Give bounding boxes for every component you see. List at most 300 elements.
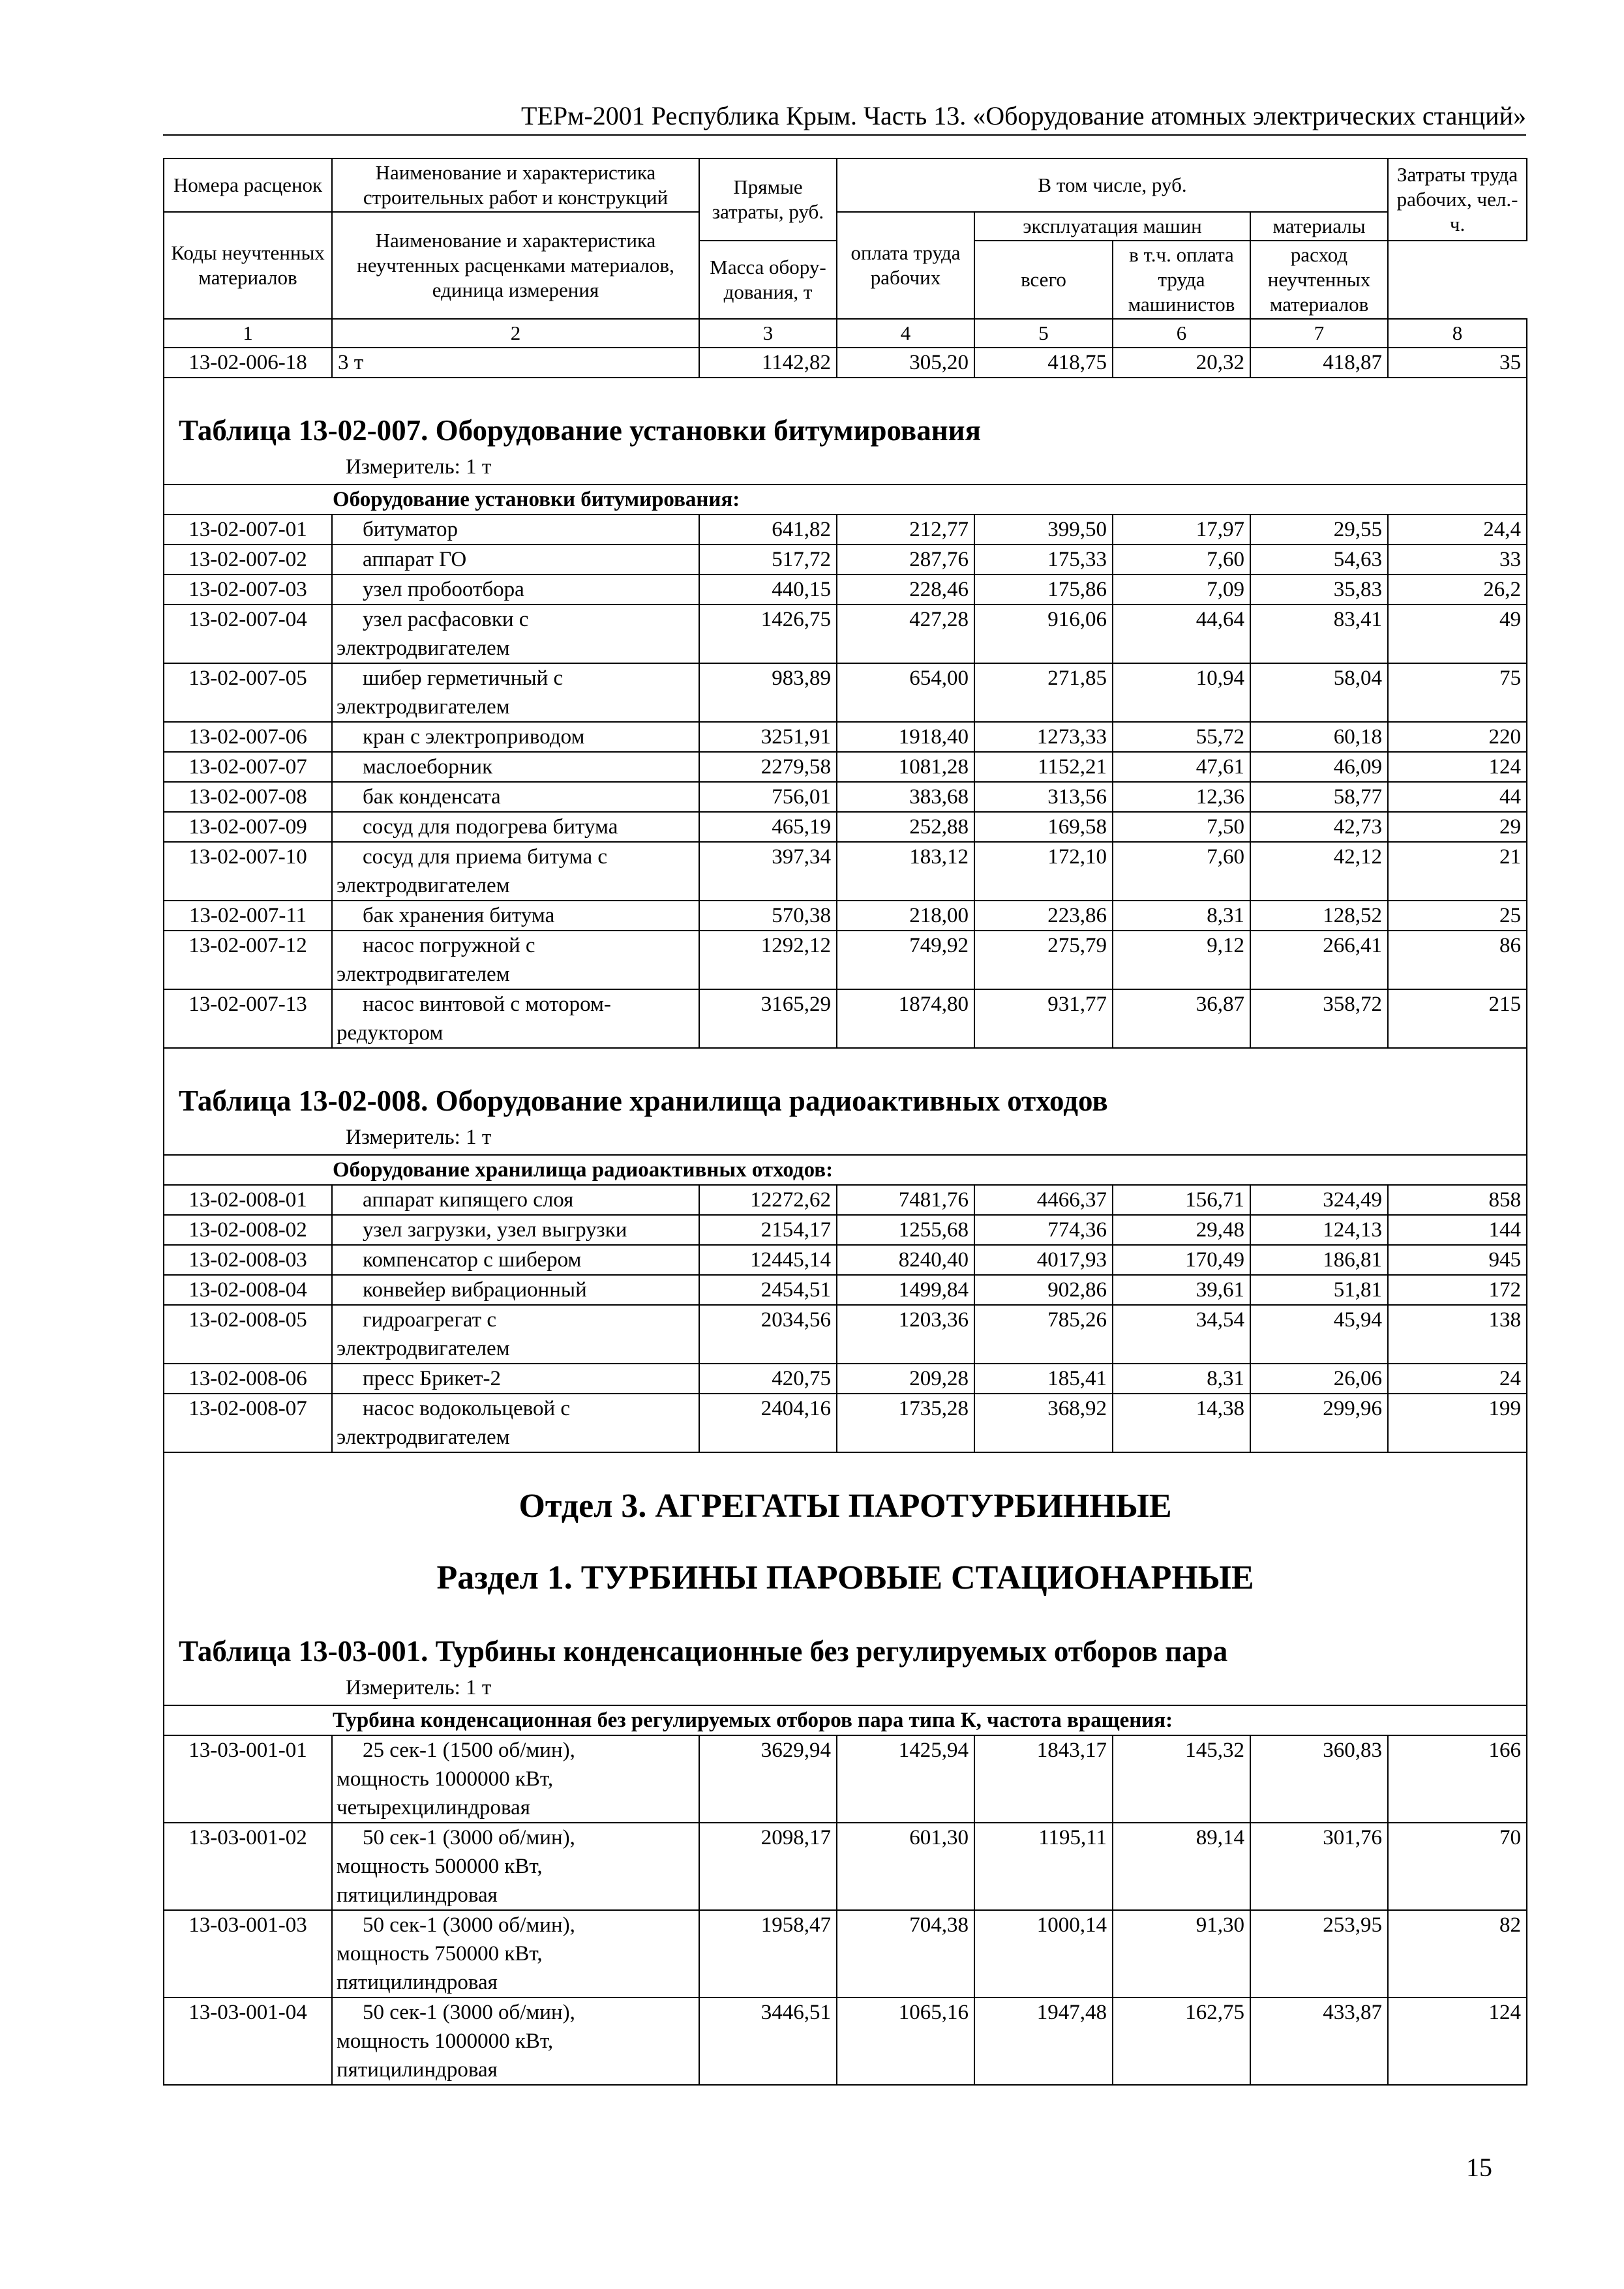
rate-name-line: электродвигателем bbox=[337, 1426, 510, 1449]
worker-pay: 1065,16 bbox=[837, 1997, 974, 2085]
measure-unit-cell bbox=[164, 1673, 1527, 1705]
header-work-name: Наименование и характеристика строительных работ и конструкций bbox=[332, 158, 699, 212]
measure-unit-cell bbox=[164, 1123, 1527, 1155]
rate-name bbox=[332, 1245, 699, 1275]
rate-name bbox=[332, 1275, 699, 1305]
rate-name bbox=[332, 1910, 699, 1997]
rate-code: 13-02-007-05 bbox=[164, 663, 332, 722]
table-row bbox=[164, 1997, 1527, 2085]
rate-name bbox=[332, 782, 699, 812]
worker-pay: 212,77 bbox=[837, 515, 974, 545]
machines-total: 1195,11 bbox=[974, 1823, 1113, 1910]
materials: 124,13 bbox=[1250, 1215, 1388, 1245]
rate-name bbox=[332, 575, 699, 605]
section-title-cell bbox=[164, 1527, 1527, 1599]
direct-costs: 517,72 bbox=[699, 545, 837, 575]
table-row bbox=[164, 842, 1527, 901]
labor-mass: 24 bbox=[1388, 1364, 1527, 1394]
rate-code: 13-02-006-18 bbox=[164, 348, 332, 378]
rate-name-line: мощность 1000000 кВт, bbox=[337, 2029, 554, 2053]
labor-mass: 24,4 bbox=[1388, 515, 1527, 545]
labor-mass: 44 bbox=[1388, 782, 1527, 812]
table-row bbox=[164, 515, 1527, 545]
machines-total: 1152,21 bbox=[974, 752, 1113, 782]
rate-name bbox=[332, 1215, 699, 1245]
rate-code: 13-03-001-04 bbox=[164, 1997, 332, 2085]
rate-name-line: пресс Брикет-2 bbox=[363, 1367, 502, 1390]
rate-name bbox=[332, 752, 699, 782]
labor-mass: 21 bbox=[1388, 842, 1527, 901]
table-row bbox=[164, 752, 1527, 782]
machines-total: 368,92 bbox=[974, 1394, 1113, 1452]
header-unaccounted-materials: расход неучтенных материалов bbox=[1250, 241, 1388, 319]
col-num-1: 1 bbox=[164, 319, 332, 348]
rate-name bbox=[332, 931, 699, 989]
rate-name-line: узел пробоотбора bbox=[363, 578, 524, 601]
materials: 128,52 bbox=[1250, 901, 1388, 931]
labor-mass: 33 bbox=[1388, 545, 1527, 575]
labor-mass: 172 bbox=[1388, 1275, 1527, 1305]
machines-total: 175,86 bbox=[974, 575, 1113, 605]
worker-pay: 228,46 bbox=[837, 575, 974, 605]
department-title: Отдел 3. АГРЕГАТЫ ПАРОТУРБИННЫЕ bbox=[519, 1488, 1172, 1525]
rate-name-line: 50 сек-1 (3000 об/мин), bbox=[363, 2001, 575, 2024]
materials: 54,63 bbox=[1250, 545, 1388, 575]
machines-total: 313,56 bbox=[974, 782, 1113, 812]
materials: 301,76 bbox=[1250, 1823, 1388, 1910]
rate-code: 13-02-007-06 bbox=[164, 722, 332, 752]
rate-code: 13-02-007-09 bbox=[164, 812, 332, 842]
direct-costs: 2098,17 bbox=[699, 1823, 837, 1910]
direct-costs: 1426,75 bbox=[699, 605, 837, 663]
col-num-4: 4 bbox=[837, 319, 974, 348]
rate-code: 13-02-007-04 bbox=[164, 605, 332, 663]
direct-costs: 983,89 bbox=[699, 663, 837, 722]
worker-pay: 287,76 bbox=[837, 545, 974, 575]
header-machines: эксплуатация машин bbox=[974, 212, 1250, 241]
rate-name-line: узел расфасовки с bbox=[363, 608, 529, 631]
operator-pay: 39,61 bbox=[1113, 1275, 1250, 1305]
operator-pay: 47,61 bbox=[1113, 752, 1250, 782]
header-direct-costs: Прямые затраты, руб. bbox=[699, 158, 837, 241]
table-row bbox=[164, 605, 1527, 663]
col-num-5: 5 bbox=[974, 319, 1113, 348]
rate-name-line: мощность 1000000 кВт, bbox=[337, 1767, 554, 1791]
labor-mass: 35 bbox=[1388, 348, 1527, 378]
materials: 35,83 bbox=[1250, 575, 1388, 605]
machines-total: 902,86 bbox=[974, 1275, 1113, 1305]
rate-name-line: насос водокольцевой с bbox=[363, 1397, 571, 1420]
direct-costs: 641,82 bbox=[699, 515, 837, 545]
labor-mass: 858 bbox=[1388, 1185, 1527, 1215]
rate-name bbox=[332, 1185, 699, 1215]
header-operator-pay: в т.ч. оплата труда машинистов bbox=[1113, 241, 1250, 319]
table-row bbox=[164, 1245, 1527, 1275]
direct-costs: 3165,29 bbox=[699, 989, 837, 1048]
rate-name-line: мощность 750000 кВт, bbox=[337, 1942, 543, 1966]
labor-mass: 49 bbox=[1388, 605, 1527, 663]
direct-costs: 2454,51 bbox=[699, 1275, 837, 1305]
worker-pay: 1255,68 bbox=[837, 1215, 974, 1245]
table-title-row bbox=[164, 378, 1527, 453]
rate-code: 13-02-007-10 bbox=[164, 842, 332, 901]
materials: 58,04 bbox=[1250, 663, 1388, 722]
materials: 418,87 bbox=[1250, 348, 1388, 378]
machines-total: 1273,33 bbox=[974, 722, 1113, 752]
operator-pay: 170,49 bbox=[1113, 1245, 1250, 1275]
worker-pay: 383,68 bbox=[837, 782, 974, 812]
worker-pay: 1203,36 bbox=[837, 1305, 974, 1364]
header-equipment-mass: Масса обору-дования, т bbox=[699, 241, 837, 319]
rate-code: 13-02-007-07 bbox=[164, 752, 332, 782]
rate-code: 13-02-007-12 bbox=[164, 931, 332, 989]
worker-pay: 209,28 bbox=[837, 1364, 974, 1394]
rate-name bbox=[332, 812, 699, 842]
machines-total: 931,77 bbox=[974, 989, 1113, 1048]
direct-costs: 2154,17 bbox=[699, 1215, 837, 1245]
materials: 358,72 bbox=[1250, 989, 1388, 1048]
rate-code: 13-02-008-07 bbox=[164, 1394, 332, 1452]
table-row bbox=[164, 901, 1527, 931]
materials: 299,96 bbox=[1250, 1394, 1388, 1452]
rate-name-line: 25 сек-1 (1500 об/мин), bbox=[363, 1739, 575, 1762]
rate-code: 13-02-007-08 bbox=[164, 782, 332, 812]
direct-costs: 1958,47 bbox=[699, 1910, 837, 1997]
worker-pay: 1735,28 bbox=[837, 1394, 974, 1452]
materials: 186,81 bbox=[1250, 1245, 1388, 1275]
worker-pay: 305,20 bbox=[837, 348, 974, 378]
rate-name-line: бак хранения битума bbox=[363, 904, 555, 927]
direct-costs: 570,38 bbox=[699, 901, 837, 931]
header-rate-numbers: Номера расценок bbox=[164, 158, 332, 212]
section-row bbox=[164, 485, 1527, 515]
operator-pay: 7,50 bbox=[1113, 812, 1250, 842]
direct-costs: 3446,51 bbox=[699, 1997, 837, 2085]
rate-name bbox=[332, 1394, 699, 1452]
labor-mass: 86 bbox=[1388, 931, 1527, 989]
document-page bbox=[163, 158, 1526, 2086]
measure-unit: Измеритель: 1 т bbox=[346, 1126, 492, 1149]
operator-pay: 8,31 bbox=[1113, 901, 1250, 931]
header-row-2 bbox=[164, 212, 1527, 241]
labor-mass: 220 bbox=[1388, 722, 1527, 752]
table-row bbox=[164, 1305, 1527, 1364]
worker-pay: 1918,40 bbox=[837, 722, 974, 752]
measure-unit: Измеритель: 1 т bbox=[346, 455, 492, 479]
table-title: Таблица 13-02-007. Оборудование установки битумирования bbox=[179, 414, 981, 447]
machines-total: 1000,14 bbox=[974, 1910, 1113, 1997]
machines-total: 172,10 bbox=[974, 842, 1113, 901]
labor-mass: 75 bbox=[1388, 663, 1527, 722]
header-material-name: Наименование и характеристика неучтенных расценками материалов, единица измерения bbox=[332, 212, 699, 319]
rate-name-line: насос погружной с bbox=[363, 934, 535, 957]
operator-pay: 14,38 bbox=[1113, 1394, 1250, 1452]
operator-pay: 29,48 bbox=[1113, 1215, 1250, 1245]
machines-total: 175,33 bbox=[974, 545, 1113, 575]
labor-mass: 138 bbox=[1388, 1305, 1527, 1364]
table-row bbox=[164, 812, 1527, 842]
running-header: ТЕРм-2001 Республика Крым. Часть 13. «Оборудование атомных электрических станций» bbox=[163, 98, 1526, 136]
col-num-2: 2 bbox=[332, 319, 699, 348]
table-row bbox=[164, 545, 1527, 575]
department-title-row bbox=[164, 1452, 1527, 1527]
table-title: Таблица 13-02-008. Оборудование хранилища радиоактивных отходов bbox=[179, 1085, 1108, 1117]
rate-name bbox=[332, 1305, 699, 1364]
worker-pay: 1874,80 bbox=[837, 989, 974, 1048]
operator-pay: 17,97 bbox=[1113, 515, 1250, 545]
header-row-1 bbox=[164, 158, 1527, 212]
labor-mass: 945 bbox=[1388, 1245, 1527, 1275]
direct-costs: 420,75 bbox=[699, 1364, 837, 1394]
operator-pay: 145,32 bbox=[1113, 1735, 1250, 1823]
table-row bbox=[164, 1823, 1527, 1910]
measure-unit-row bbox=[164, 1123, 1527, 1155]
worker-pay: 7481,76 bbox=[837, 1185, 974, 1215]
header-labor-costs: Затраты труда рабочих, чел.-ч. bbox=[1388, 158, 1527, 241]
labor-mass: 25 bbox=[1388, 901, 1527, 931]
rate-name-line: редуктором bbox=[337, 1021, 444, 1045]
machines-total: 785,26 bbox=[974, 1305, 1113, 1364]
rate-name-line: узел загрузки, узел выгрузки bbox=[363, 1218, 627, 1242]
materials: 324,49 bbox=[1250, 1185, 1388, 1215]
operator-pay: 7,60 bbox=[1113, 545, 1250, 575]
rate-name bbox=[332, 545, 699, 575]
rate-name: 3 т bbox=[332, 348, 699, 378]
rate-name bbox=[332, 605, 699, 663]
header-machines-total: всего bbox=[974, 241, 1113, 319]
labor-mass: 199 bbox=[1388, 1394, 1527, 1452]
direct-costs: 465,19 bbox=[699, 812, 837, 842]
worker-pay: 1499,84 bbox=[837, 1275, 974, 1305]
materials: 58,77 bbox=[1250, 782, 1388, 812]
header-materials: материалы bbox=[1250, 212, 1388, 241]
materials: 253,95 bbox=[1250, 1910, 1388, 1997]
table-title-cell bbox=[164, 1048, 1527, 1123]
materials: 266,41 bbox=[1250, 931, 1388, 989]
materials: 26,06 bbox=[1250, 1364, 1388, 1394]
rate-code: 13-02-008-06 bbox=[164, 1364, 332, 1394]
table-row bbox=[164, 1364, 1527, 1394]
worker-pay: 1425,94 bbox=[837, 1735, 974, 1823]
section-row bbox=[164, 1155, 1527, 1185]
table-row bbox=[164, 931, 1527, 989]
rate-name-line: сосуд для приема битума с bbox=[363, 845, 608, 869]
department-title-cell bbox=[164, 1452, 1527, 1527]
rate-name bbox=[332, 842, 699, 901]
worker-pay: 601,30 bbox=[837, 1823, 974, 1910]
table-row bbox=[164, 1215, 1527, 1245]
rate-name-line: маслоеборник bbox=[363, 755, 493, 779]
rate-name-line: конвейер вибрационный bbox=[363, 1278, 587, 1302]
table-row bbox=[164, 348, 1527, 378]
rate-code: 13-02-008-01 bbox=[164, 1185, 332, 1215]
rate-name-line: компенсатор с шибером bbox=[363, 1248, 582, 1272]
labor-mass: 26,2 bbox=[1388, 575, 1527, 605]
table-row bbox=[164, 1394, 1527, 1452]
rate-name-line: пятицилиндровая bbox=[337, 2058, 498, 2082]
machines-total: 185,41 bbox=[974, 1364, 1113, 1394]
rate-name bbox=[332, 1823, 699, 1910]
table-title-cell bbox=[164, 1599, 1527, 1673]
direct-costs: 3629,94 bbox=[699, 1735, 837, 1823]
machines-total: 275,79 bbox=[974, 931, 1113, 989]
operator-pay: 8,31 bbox=[1113, 1364, 1250, 1394]
rate-code: 13-03-001-03 bbox=[164, 1910, 332, 1997]
worker-pay: 218,00 bbox=[837, 901, 974, 931]
rate-name bbox=[332, 722, 699, 752]
table-row bbox=[164, 1735, 1527, 1823]
worker-pay: 183,12 bbox=[837, 842, 974, 901]
rate-code: 13-03-001-02 bbox=[164, 1823, 332, 1910]
machines-total: 1947,48 bbox=[974, 1997, 1113, 2085]
machines-total: 223,86 bbox=[974, 901, 1113, 931]
rate-code: 13-02-007-13 bbox=[164, 989, 332, 1048]
table-row bbox=[164, 989, 1527, 1048]
table-row bbox=[164, 1185, 1527, 1215]
operator-pay: 9,12 bbox=[1113, 931, 1250, 989]
rate-code: 13-02-008-04 bbox=[164, 1275, 332, 1305]
rate-name bbox=[332, 1735, 699, 1823]
rate-name-line: пятицилиндровая bbox=[337, 1971, 498, 1994]
table-row bbox=[164, 1910, 1527, 1997]
rate-name-line: 50 сек-1 (3000 об/мин), bbox=[363, 1913, 575, 1937]
machines-total: 399,50 bbox=[974, 515, 1113, 545]
measure-unit-row bbox=[164, 453, 1527, 485]
rate-name-line: электродвигателем bbox=[337, 636, 510, 660]
labor-mass: 215 bbox=[1388, 989, 1527, 1048]
machines-total: 1843,17 bbox=[974, 1735, 1113, 1823]
materials: 433,87 bbox=[1250, 1997, 1388, 2085]
materials: 45,94 bbox=[1250, 1305, 1388, 1364]
worker-pay: 749,92 bbox=[837, 931, 974, 989]
direct-costs: 756,01 bbox=[699, 782, 837, 812]
rates-table bbox=[163, 158, 1527, 2086]
section-heading: Турбина конденсационная без регулируемых отборов пара типа К, частота вращения: bbox=[164, 1705, 1527, 1735]
machines-total: 916,06 bbox=[974, 605, 1113, 663]
operator-pay: 7,60 bbox=[1113, 842, 1250, 901]
direct-costs: 12445,14 bbox=[699, 1245, 837, 1275]
direct-costs: 1292,12 bbox=[699, 931, 837, 989]
labor-mass: 144 bbox=[1388, 1215, 1527, 1245]
operator-pay: 36,87 bbox=[1113, 989, 1250, 1048]
rate-name-line: электродвигателем bbox=[337, 1337, 510, 1360]
header-including: В том числе, руб. bbox=[837, 158, 1388, 212]
direct-costs: 397,34 bbox=[699, 842, 837, 901]
section-heading: Оборудование хранилища радиоактивных отходов: bbox=[164, 1155, 1527, 1185]
rate-name-line: четырехцилиндровая bbox=[337, 1796, 530, 1819]
direct-costs: 3251,91 bbox=[699, 722, 837, 752]
col-num-3: 3 bbox=[699, 319, 837, 348]
labor-mass: 166 bbox=[1388, 1735, 1527, 1823]
rate-code: 13-02-007-11 bbox=[164, 901, 332, 931]
rate-name-line: гидроагрегат с bbox=[363, 1308, 496, 1332]
machines-total: 169,58 bbox=[974, 812, 1113, 842]
materials: 29,55 bbox=[1250, 515, 1388, 545]
operator-pay: 34,54 bbox=[1113, 1305, 1250, 1364]
labor-mass: 29 bbox=[1388, 812, 1527, 842]
table-title-cell bbox=[164, 378, 1527, 453]
machines-total: 418,75 bbox=[974, 348, 1113, 378]
worker-pay: 654,00 bbox=[837, 663, 974, 722]
table-title-row bbox=[164, 1048, 1527, 1123]
operator-pay: 44,64 bbox=[1113, 605, 1250, 663]
rate-code: 13-02-007-03 bbox=[164, 575, 332, 605]
measure-unit: Измеритель: 1 т bbox=[346, 1676, 492, 1699]
header-number-row bbox=[164, 319, 1527, 348]
materials: 60,18 bbox=[1250, 722, 1388, 752]
worker-pay: 252,88 bbox=[837, 812, 974, 842]
labor-mass: 124 bbox=[1388, 752, 1527, 782]
rate-code: 13-02-007-01 bbox=[164, 515, 332, 545]
table-row bbox=[164, 575, 1527, 605]
materials: 42,12 bbox=[1250, 842, 1388, 901]
rate-name-line: насос винтовой с мотором- bbox=[363, 993, 611, 1016]
direct-costs: 2034,56 bbox=[699, 1305, 837, 1364]
rate-name bbox=[332, 515, 699, 545]
table-title-row bbox=[164, 1599, 1527, 1673]
operator-pay: 7,09 bbox=[1113, 575, 1250, 605]
rate-code: 13-03-001-01 bbox=[164, 1735, 332, 1823]
rate-code: 13-02-008-03 bbox=[164, 1245, 332, 1275]
rate-code: 13-02-008-05 bbox=[164, 1305, 332, 1364]
operator-pay: 20,32 bbox=[1113, 348, 1250, 378]
header-worker-pay: оплата труда рабочих bbox=[837, 212, 974, 319]
measure-unit-cell bbox=[164, 453, 1527, 485]
operator-pay: 162,75 bbox=[1113, 1997, 1250, 2085]
rate-name-line: бак конденсата bbox=[363, 785, 501, 809]
rate-name-line: битуматор bbox=[363, 518, 458, 541]
rate-name-line: пятицилиндровая bbox=[337, 1883, 498, 1907]
rate-name-line: электродвигателем bbox=[337, 874, 510, 897]
table-title: Таблица 13-03-001. Турбины конденсационные без регулируемых отборов пара bbox=[179, 1635, 1228, 1668]
rate-name bbox=[332, 901, 699, 931]
table-row bbox=[164, 663, 1527, 722]
table-row bbox=[164, 1275, 1527, 1305]
worker-pay: 8240,40 bbox=[837, 1245, 974, 1275]
direct-costs: 1142,82 bbox=[699, 348, 837, 378]
worker-pay: 1081,28 bbox=[837, 752, 974, 782]
page-number: 15 bbox=[1466, 2153, 1492, 2182]
rate-name-line: электродвигателем bbox=[337, 695, 510, 719]
rate-code: 13-02-007-02 bbox=[164, 545, 332, 575]
table-row bbox=[164, 782, 1527, 812]
rate-name-line: аппарат кипящего слоя bbox=[363, 1188, 574, 1212]
labor-mass: 124 bbox=[1388, 1997, 1527, 2085]
col-num-6: 6 bbox=[1113, 319, 1250, 348]
operator-pay: 91,30 bbox=[1113, 1910, 1250, 1997]
materials: 360,83 bbox=[1250, 1735, 1388, 1823]
section-heading: Оборудование установки битумирования: bbox=[164, 485, 1527, 515]
rate-name bbox=[332, 989, 699, 1048]
materials: 51,81 bbox=[1250, 1275, 1388, 1305]
materials: 42,73 bbox=[1250, 812, 1388, 842]
machines-total: 271,85 bbox=[974, 663, 1113, 722]
table-row bbox=[164, 722, 1527, 752]
rate-name-line: сосуд для подогрева битума bbox=[363, 815, 618, 839]
col-num-7: 7 bbox=[1250, 319, 1388, 348]
operator-pay: 12,36 bbox=[1113, 782, 1250, 812]
direct-costs: 12272,62 bbox=[699, 1185, 837, 1215]
materials: 83,41 bbox=[1250, 605, 1388, 663]
section-row bbox=[164, 1705, 1527, 1735]
rate-name-line: аппарат ГО bbox=[363, 548, 467, 571]
machines-total: 4017,93 bbox=[974, 1245, 1113, 1275]
materials: 46,09 bbox=[1250, 752, 1388, 782]
rate-name-line: мощность 500000 кВт, bbox=[337, 1855, 543, 1878]
rate-name-line: электродвигателем bbox=[337, 963, 510, 986]
machines-total: 774,36 bbox=[974, 1215, 1113, 1245]
rate-name-line: шибер герметичный с bbox=[363, 666, 564, 690]
